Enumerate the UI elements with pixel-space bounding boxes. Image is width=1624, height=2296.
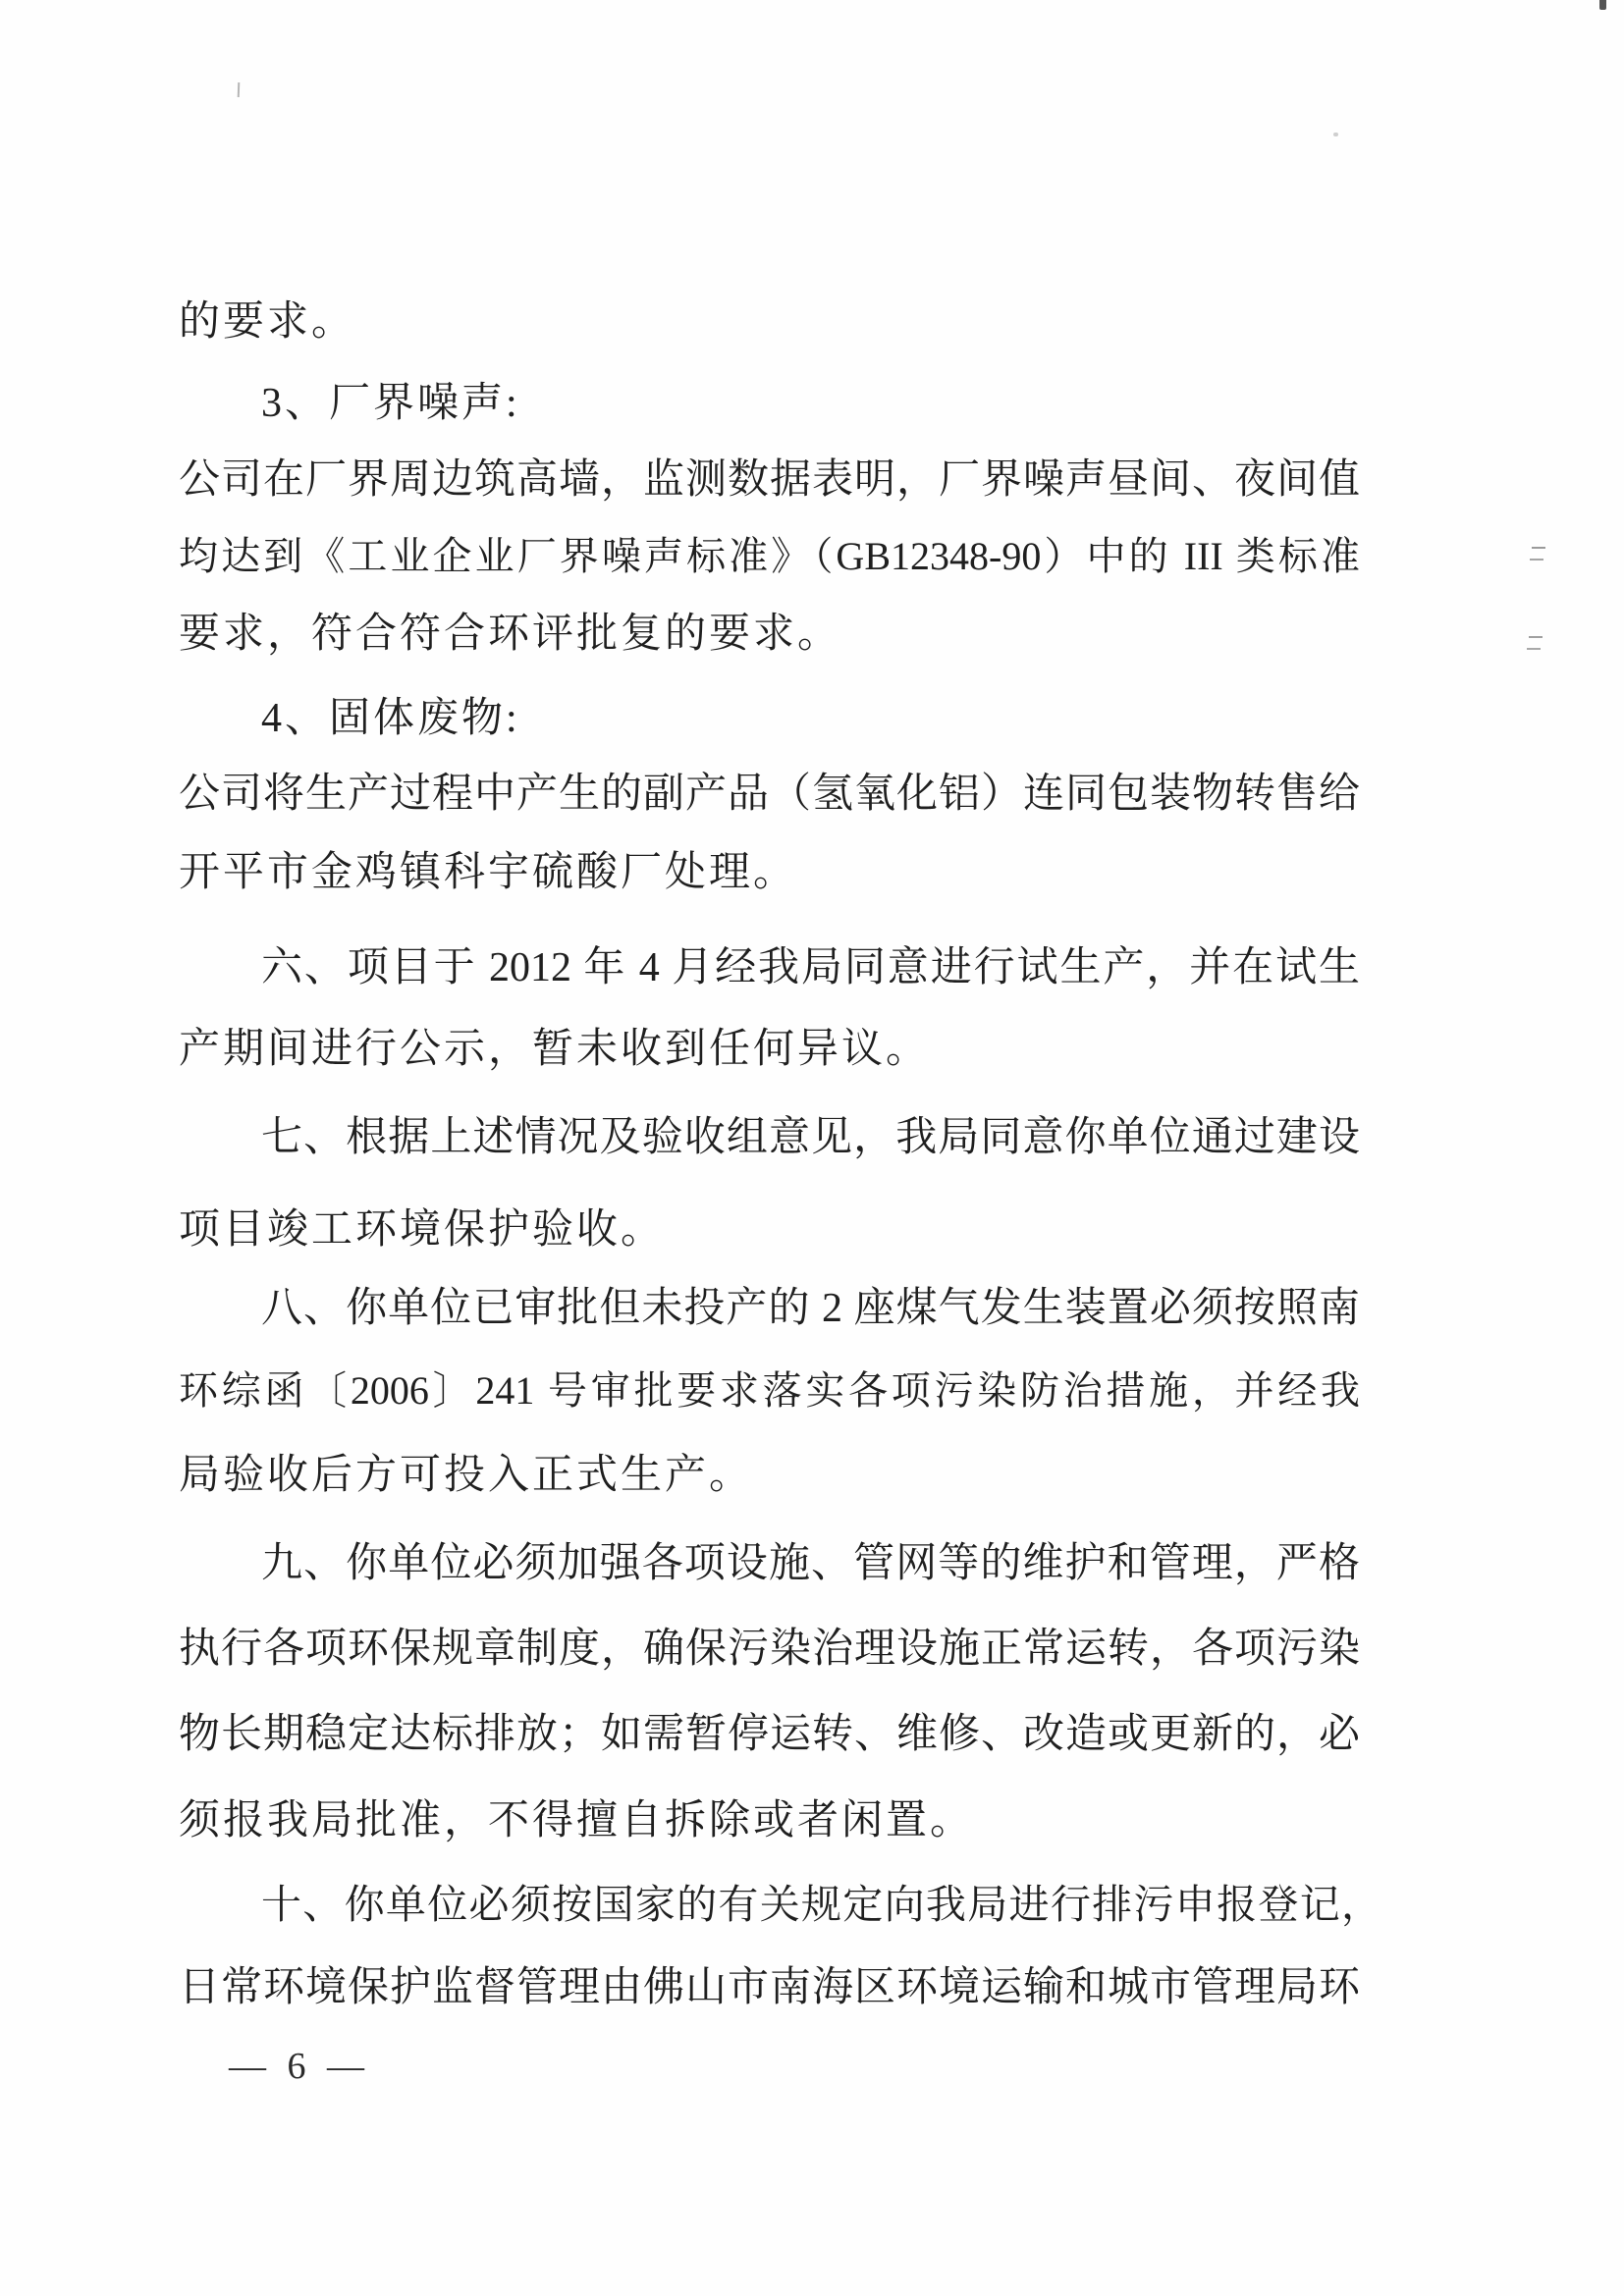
text-line: 物长期稳定达标排放；如需暂停运转、维修、改造或更新的，必: [179, 1712, 1360, 1757]
page-number: — 6 —: [229, 2046, 370, 2087]
text-line: 产期间进行公示，暂未收到任何异议。: [179, 1027, 931, 1072]
text-line: 九、你单位必须加强各项设施、管网等的维护和管理，严格: [261, 1541, 1360, 1586]
text-line: 公司在厂界周边筑高墙，监测数据表明，厂界噪声昼间、夜间值: [179, 457, 1360, 503]
scan-artifact-tick: [238, 82, 241, 97]
text-line: 局验收后方可投入正式生产。: [179, 1453, 754, 1498]
text-line: 的要求。: [179, 299, 356, 345]
text-line: 均达到《工业企业厂界噪声标准》（GB12348-90）中的 III 类标准: [179, 534, 1360, 578]
text-line: 项目竣工环境保护验收。: [179, 1207, 666, 1253]
text-line: 要求，符合符合环评批复的要求。: [179, 612, 842, 657]
text-line: 开平市金鸡镇科宇硫酸厂处理。: [179, 850, 798, 895]
text-line: 日常环境保护监督管理由佛山市南海区环境运输和城市管理局环: [179, 1965, 1360, 2010]
text-line: 须报我局批准，不得擅自拆除或者闲置。: [179, 1798, 975, 1843]
text-line: 环综函〔2006〕241 号审批要求落实各项污染防治措施，并经我: [179, 1368, 1360, 1413]
text-line: 执行各项环保规章制度，确保污染治理设施正常运转，各项污染: [179, 1627, 1360, 1672]
text-line: 十、你单位必须按国家的有关规定向我局进行排污申报登记，: [261, 1882, 1380, 1927]
scan-artifact-mark: [1532, 547, 1545, 549]
text-line: 六、项目于 2012 年 4 月经我局同意进行试生产，并在试生: [261, 945, 1360, 990]
text-line: 4、固体废物:: [261, 696, 520, 741]
text-line: 八、你单位已审批但未投产的 2 座煤气发生装置必须按照南: [261, 1286, 1360, 1331]
text-line: 3、厂界噪声:: [261, 381, 520, 426]
text-line: 七、根据上述情况及验收组意见，我局同意你单位通过建设: [261, 1115, 1360, 1160]
scan-artifact-corner: [1599, 0, 1606, 10]
scan-artifact-dot: [1333, 133, 1338, 136]
scan-artifact-mark: [1529, 636, 1543, 638]
text-line: 公司将生产过程中产生的副产品（氢氧化铝）连同包装物转售给: [179, 772, 1360, 817]
